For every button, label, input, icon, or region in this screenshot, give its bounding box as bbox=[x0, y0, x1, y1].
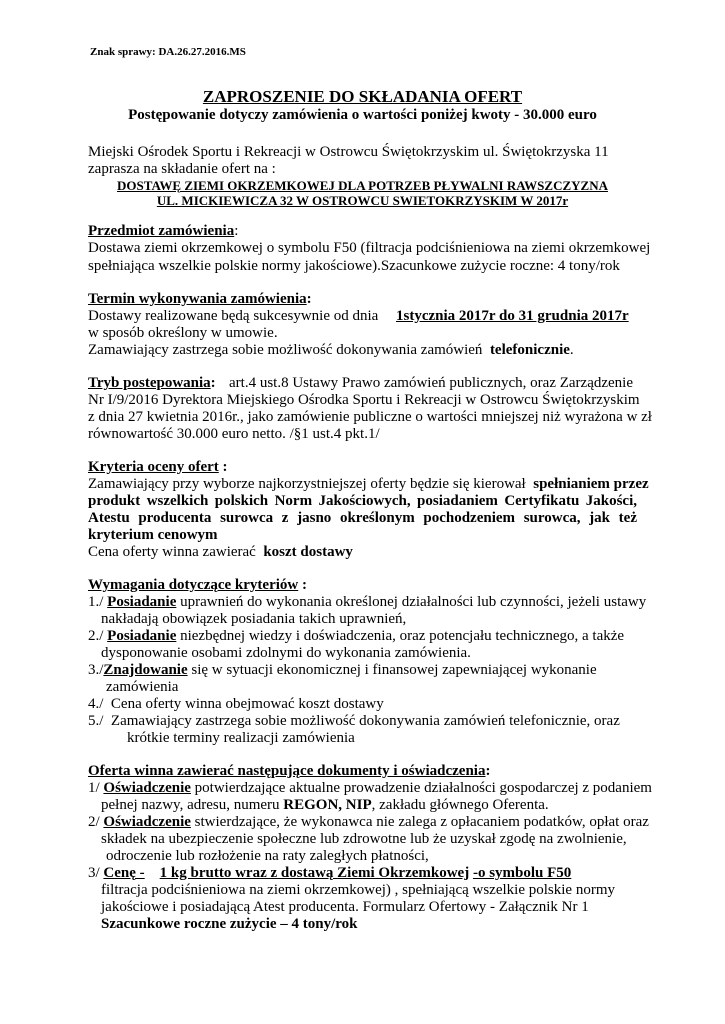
item-key: Cenę - bbox=[103, 865, 145, 881]
item-text: zamówienia bbox=[106, 679, 179, 695]
termin-phone: telefonicznie bbox=[489, 342, 570, 358]
kryteria-bold-line: produkt wszelkich polskich Norm Jakościowych, posiadaniem Certyfikatu Jakości, bbox=[88, 493, 637, 509]
document-subtitle: Postępowanie dotyczy zamówienia o wartości poniżej kwoty - 30.000 euro bbox=[128, 107, 597, 123]
item-text: stwierdzające, że wykonawca nie zalega z opłacaniem podatków, opłat oraz bbox=[194, 814, 649, 830]
item-number: 4./ bbox=[88, 696, 104, 712]
kryteria-text bbox=[88, 543, 353, 562]
item-text: odroczenie lub rozłożenie na raty zaległych płatności, bbox=[106, 848, 429, 864]
przedmiot-text: Dostawa ziemi okrzemkowej o symbolu F50 (filtracja podciśnieniowa na ziemi okrzemkowej bbox=[88, 240, 651, 256]
item-text: jakościowe i posiadającą Atest producenta. Formularz Ofertowy - Załącznik Nr 1 bbox=[101, 899, 589, 915]
heading-kryteria: Kryteria oceny ofert bbox=[88, 459, 219, 475]
kryteria-intro: Zamawiający przy wyborze najkorzystniejszej oferty będzie się kierował bbox=[88, 476, 526, 492]
item-key: Posiadanie bbox=[107, 628, 177, 644]
item-text: składek na ubezpieczenie społeczne lub zdrowotne lub że uzyskał zgodę na zwolnienie, bbox=[101, 831, 627, 847]
heading-przedmiot: Przedmiot zamówienia bbox=[88, 223, 235, 239]
item-text: nakładają obowiązek posiadania takich uprawnień, bbox=[101, 611, 407, 627]
heading-colon: : bbox=[218, 459, 228, 475]
item-key: Oświadczenie bbox=[103, 814, 191, 830]
heading-colon: : bbox=[210, 375, 216, 391]
termin-dot: . bbox=[569, 342, 574, 358]
item-text: Cena oferty winna obejmować koszt dostawy bbox=[110, 696, 384, 712]
item-number: 5./ bbox=[88, 713, 104, 729]
item-text: Szacunkowe roczne zużycie – 4 tony/rok bbox=[101, 916, 358, 932]
item-number: 3/ bbox=[88, 865, 100, 881]
heading-tryb: Tryb postepowania bbox=[88, 375, 211, 391]
termin-text bbox=[88, 341, 574, 360]
item-key: Oświadczenie bbox=[103, 780, 191, 796]
item-text-part: pełnej nazwy, adresu, numeru bbox=[101, 797, 280, 813]
item-key: Znajdowanie bbox=[103, 662, 188, 678]
tryb-text: art.4 ust.8 Ustawy Prawo zamówień publicznych, oraz Zarządzenie bbox=[229, 375, 634, 391]
item-text: Zamawiający zastrzega sobie możliwość dokonywania zamówień telefonicznie, oraz bbox=[110, 713, 620, 729]
item-number: 2./ bbox=[88, 628, 104, 644]
document-title: ZAPROSZENIE DO SKŁADANIA OFERT bbox=[202, 87, 523, 106]
kryteria-bold-line: Atestu producenta surowca z jasno określonym pochodzeniem surowca, jak też bbox=[88, 510, 637, 526]
termin-dates: 1stycznia 2017r do 31 grudnia 2017r bbox=[396, 308, 629, 324]
heading-colon: : bbox=[298, 577, 307, 593]
item-key: Posiadanie bbox=[107, 594, 177, 610]
item-text: potwierdzające aktualne prowadzenie działalności gospodarczej z podaniem bbox=[194, 780, 652, 796]
regon-nip: REGON, NIP bbox=[283, 797, 372, 813]
item-text: się w sytuacji ekonomicznej i finansowej zapewniającej wykonanie bbox=[191, 662, 597, 678]
heading-wymagania: Wymagania dotyczące kryteriów bbox=[88, 577, 299, 593]
przedmiot-text: spełniająca wszelkie polskie normy jakościowe).Szacunkowe zużycie roczne: 4 tony/rok bbox=[88, 258, 620, 274]
heading-colon: : bbox=[306, 291, 312, 307]
tryb-text: z dnia 27 kwietnia 2016r., jako zamówienie publiczne o wartości mniejszej niż wyrażona w zł bbox=[88, 409, 652, 425]
item-number: 1/ bbox=[88, 780, 100, 796]
termin-note: Zamawiający zastrzega sobie możliwość dokonywania zamówień bbox=[88, 342, 483, 358]
heading-colon: : bbox=[234, 223, 239, 239]
item-text: niezbędnej wiedzy i doświadczenia, oraz potencjału technicznego, a także bbox=[180, 628, 625, 644]
kryteria-cena: Cena oferty winna zawierać bbox=[88, 544, 256, 560]
kryteria-koszt: koszt dostawy bbox=[263, 544, 353, 560]
intro-line: Miejski Ośrodek Sportu i Rekreacji w Ostrowcu Świętokrzyskim ul. Świętokrzyska 11 bbox=[88, 144, 609, 160]
item-text: filtracja podciśnieniowa na ziemi okrzemkowej) , spełniającą wszelkie polskie normy bbox=[101, 882, 615, 898]
item-text: uprawnień do wykonania określonej działalności lub czynności, jeżeli ustawy bbox=[180, 594, 647, 610]
termin-text: Dostawy realizowane będą sukcesywnie od dnia bbox=[88, 308, 379, 324]
item-bold: 1 kg brutto wraz z dostawą Ziemi Okrzemkowej bbox=[159, 865, 470, 881]
heading-colon: : bbox=[485, 763, 491, 779]
item-text-part: , zakładu głównego Oferenta. bbox=[371, 797, 549, 813]
item-number: 3./ bbox=[88, 662, 104, 678]
item-text: krótkie terminy realizacji zamówienia bbox=[127, 730, 355, 746]
kryteria-bold: spełnianiem przez bbox=[533, 476, 649, 492]
tryb-text: Nr I/9/2016 Dyrektora Miejskiego Ośrodka Sportu i Rekreacji w Ostrowcu Świętokrzyskim bbox=[88, 392, 640, 408]
intro-line: zaprasza na składanie ofert na : bbox=[88, 161, 276, 177]
item-number: 1./ bbox=[88, 594, 104, 610]
order-subject: DOSTAWĘ ZIEMI OKRZEMKOWEJ DLA POTRZEB PŁYWALNI RAWSZCZYZNA bbox=[117, 178, 608, 193]
termin-text: w sposób określony w umowie. bbox=[88, 325, 278, 341]
item-number: 2/ bbox=[88, 814, 100, 830]
heading-termin: Termin wykonywania zamówienia bbox=[88, 291, 307, 307]
heading-oferta: Oferta winna zawierać następujące dokumenty i oświadczenia bbox=[88, 763, 486, 779]
kryteria-bold-line: kryterium cenowym bbox=[88, 527, 218, 543]
item-bold: -o symbolu F50 bbox=[472, 865, 572, 881]
item-text: dysponowanie osobami zdolnymi do wykonania zamówienia. bbox=[101, 645, 471, 661]
order-subject: UL. MICKIEWICZA 32 W OSTROWCU SWIETOKRZYSKIM W 2017r bbox=[156, 193, 569, 208]
tryb-text: równowartość 30.000 euro netto. /§1 ust.4 pkt.1/ bbox=[88, 426, 380, 442]
case-number: Znak sprawy: DA.26.27.2016.MS bbox=[90, 46, 246, 58]
